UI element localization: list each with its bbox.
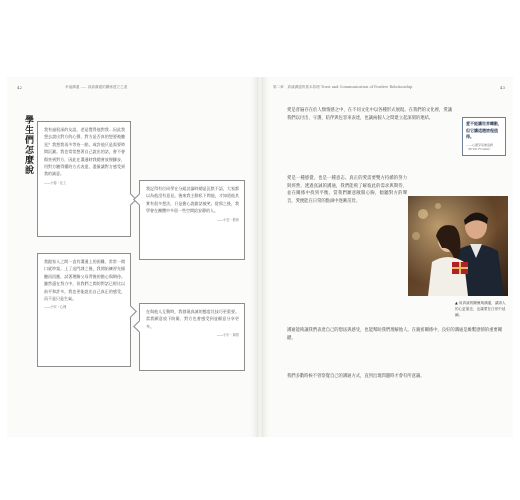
body-paragraph-4: 我們多數時候不曾察覺自己的溝通方式，直到出現問題時才會有所意識。 [287,374,425,379]
right-page-number: 43 [499,85,505,90]
quote-signature-1: ——小春・社工 [44,180,67,185]
photo-caption [455,300,508,318]
quote-bubble-4 [139,303,245,371]
quote-text-4: 在與他人互動時，我發現真誠的態度比技巧更重要。當我願意放下防衛，對方也會感受到並願意分享更多。 [146,309,239,329]
couple-photo-illustration [408,196,508,296]
left-running-head: 幸福溝通 ⸺ 真誠溝通的關係建立之道 [65,85,128,89]
quote-signature-4: ——小宇・商管 [216,333,239,338]
couple-photo [408,196,508,296]
quote-signature-2: ——小芸・教育 [216,217,239,222]
caption-triangle-icon: ▲ [455,301,458,305]
pull-quote-box [462,117,506,156]
body-paragraph-1: 愛是普遍存在於人類情感之中，在不同文化中以各種形式展現。在我們的文化裡，愛讓我們以付出、守護、陪伴與包容來表達，也讓兩個人之間建立起深刻的連結。 [287,108,452,121]
quote-text-2: 我記得有位同學在分組討論時總是沉默不語，大家都以為他沒有意見。後來我主動私下問他，才知道他其實有很多想法，只是擔心說錯話被笑。從那之後，我學會在團體中多留一些空間給安靜的人。 [146,186,239,214]
photo-caption-text: 用真誠的關懷與溝通，讓兩人的心更靠近，也讓愛在日常中延續。 [455,301,506,317]
right-running-head: 第二章 真誠溝通的基本原理 Trust and Communication of Positive Relationship [273,85,413,89]
quote-text-1: 我有過很深的友誼，老是覺得他對我…因此我想去說出對方的心聲，對方是否真的想要被聽見？我想我再多等待一點，或許他只是需要時間沉澱。我也常常想著自己說出的話，會不會傷害到對方，因此在溝通時我總會放慢腳步，用對方聽得懂的方式表達，盡量讓對方感受到我的誠意。 [44,127,125,177]
left-page-number: 42 [17,85,23,90]
body-paragraph-3: 溝通能夠讓我們表達自己的想法與感受，也能幫助我們理解他人。在親密關係中，良好的溝通是維繫感情的重要關鍵。 [287,328,502,341]
pull-quote-text: 愛不能讓世界轉動，但它讓這趟旅程值得。 [466,121,502,139]
pull-quote-source: ——心理學家佛洛姆（Erich Fromm） [466,142,494,152]
left-page [7,77,257,437]
quote-bubble-1 [37,121,131,237]
body-paragraph-2: 愛是一種感覺，也是一種意志。真正的愛需要雙方持續的努力與經營，透過真誠的溝通，我們能夠了解彼此的需求與期待，並在關係中找到平衡。當我們願意敞開心胸，傾聽對方的聲音，愛便能在日常的點滴中逐漸茁壯。 [287,176,407,205]
quote-bubble-2 [139,180,245,260]
quote-signature-3: ——小安・心理 [44,305,67,310]
quote-bubble-3 [37,253,131,367]
quote-text-3: 我跟家人之間一直有溝通上的困難，常常一開口就吵架。上了這門課之後，我開始練習先傾聽再回應，試著理解父母背後的擔心與期待。雖然還在努力中，但我們之間的對話已經比以前平和許多，我也更能說出自己真正的感受，而不是只是生氣。 [44,259,125,302]
vertical-title: 學生們怎麼說 [23,115,33,175]
